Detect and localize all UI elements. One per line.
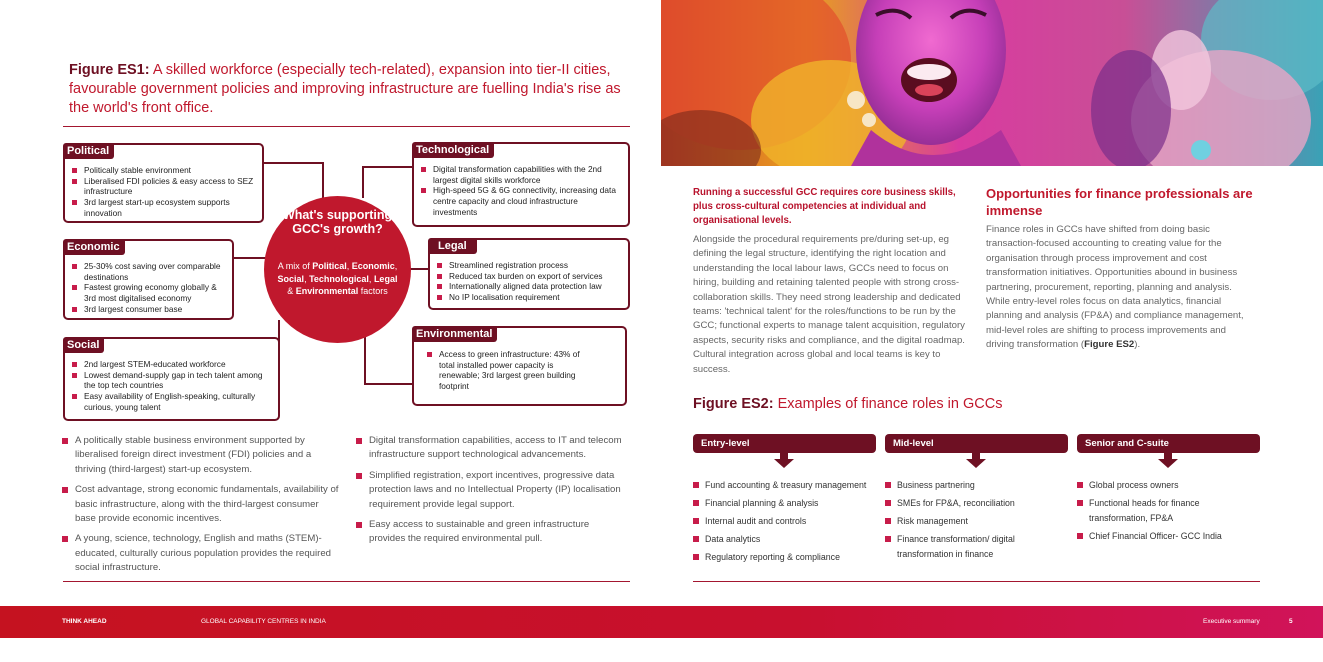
list-item: Reduced tax burden on export of services bbox=[436, 271, 622, 282]
political-list bbox=[71, 165, 256, 219]
figure-es1-title bbox=[69, 61, 629, 118]
list-item: Streamlined registration process bbox=[436, 260, 622, 271]
pestle-box-political bbox=[63, 143, 264, 223]
list-item: Regulatory reporting & compliance bbox=[693, 550, 876, 565]
section-heading-opportunities: Opportunities for finance professionals are immense bbox=[986, 186, 1253, 218]
connector-political bbox=[262, 162, 322, 164]
body-paragraph-gcc: Alongside the procedural requirements pre/during set-up, eg defining the legal structure, identifying the right location and understanding the local labour laws, GCCs need to focus on hiring, building and retaining talented people with strong cross-collaboration skills. They need strong leadership and dedicated teams: 'technical talent' for the roles/functions to be run by the GCC; functional experts to manage talent acquisition, regulatory aspects, security risks and compliance, and the digital roadmap. Cultural integration across global and local teams is key to success. bbox=[693, 234, 965, 375]
arrow-down-icon bbox=[774, 459, 794, 468]
list-item: Cost advantage, strong economic fundamentals, availability of basic infrastructure, along with the third-largest consumer base provide economic incentives. bbox=[62, 483, 340, 526]
pestle-box-technological bbox=[412, 142, 630, 227]
pestle-tag-environmental: Environmental bbox=[412, 326, 497, 342]
list-item: Financial planning & analysis bbox=[693, 496, 876, 511]
role-heading-mid: Mid-level bbox=[885, 434, 1068, 453]
center-heading: What's supporting GCC's growth? bbox=[282, 208, 393, 236]
list-item: A politically stable business environment supported by liberalised foreign direct investment (FDI) policies and a thriving (third-largest) start-up ecosystem. bbox=[62, 434, 340, 477]
connector-economic bbox=[232, 257, 266, 259]
connector-legal bbox=[408, 268, 428, 270]
figure-ref: Figure ES2 bbox=[1084, 339, 1135, 351]
center-term-technological: Technological bbox=[309, 273, 369, 284]
footer-bar bbox=[0, 606, 1323, 638]
list-item: 3rd largest start-up ecosystem supports innovation bbox=[71, 197, 256, 218]
environmental-list bbox=[426, 349, 595, 392]
role-column-entry bbox=[693, 434, 876, 568]
divider-bottom-left bbox=[63, 581, 630, 582]
pestle-box-economic bbox=[63, 239, 234, 320]
figure-es1-caption: A skilled workforce (especially tech-related), expansion into tier-II cities, favourable government policies and improving infrastructure are fuelling India's rise as the world's front office. bbox=[69, 62, 621, 116]
list-item: 25-30% cost saving over comparable destinations bbox=[71, 261, 226, 282]
connector-env-v bbox=[364, 330, 366, 384]
connector-tech-v bbox=[362, 166, 364, 198]
footer-brand: THINK AHEAD bbox=[62, 618, 107, 625]
list-item: SMEs for FP&A, reconciliation bbox=[885, 496, 1068, 511]
role-column-senior bbox=[1077, 434, 1260, 547]
center-term-legal: Legal bbox=[373, 273, 398, 284]
center-term-social: Social bbox=[277, 273, 305, 284]
role-heading-senior: Senior and C-suite bbox=[1077, 434, 1260, 453]
arrow-down-icon bbox=[966, 459, 986, 468]
list-item: Easy access to sustainable and green infrastructure provides the required environmental pull. bbox=[356, 518, 626, 547]
list-item: Easy availability of English-speaking, culturally curious, young talent bbox=[71, 391, 272, 412]
legal-list bbox=[436, 260, 622, 303]
pestle-tag-political: Political bbox=[63, 143, 114, 159]
list-item: 2nd largest STEM-educated workforce bbox=[71, 359, 272, 370]
figure-es2-title bbox=[693, 396, 1002, 412]
footer-publication: GLOBAL CAPABILITY CENTRES IN INDIA bbox=[201, 618, 326, 625]
arrow-down-icon bbox=[1158, 459, 1178, 468]
center-term-environmental: Environmental bbox=[295, 286, 359, 296]
list-item: 3rd largest consumer base bbox=[71, 304, 226, 315]
role-heading-entry: Entry-level bbox=[693, 434, 876, 453]
list-item: Liberalised FDI policies & easy access to SEZ infrastructure bbox=[71, 176, 256, 197]
list-item: Fastest growing economy globally & 3rd most digitalised economy bbox=[71, 282, 226, 303]
pestle-box-social bbox=[63, 337, 280, 421]
pestle-tag-social: Social bbox=[63, 337, 104, 353]
social-list bbox=[71, 359, 272, 413]
pestle-box-environmental bbox=[412, 326, 627, 406]
summary-list-left bbox=[62, 434, 340, 582]
footer-page-number: 5 bbox=[1289, 618, 1293, 625]
role-list-mid bbox=[885, 478, 1068, 562]
lead-paragraph: Running a successful GCC requires core business skills, plus cross-cultural competencies at individual and organisational levels. bbox=[693, 187, 956, 226]
divider-bottom-right bbox=[693, 581, 1260, 582]
photo-illustration bbox=[661, 0, 1323, 166]
figure-es2-label: Figure ES2: bbox=[693, 396, 774, 412]
list-item: Finance transformation/ digital transformation in finance bbox=[885, 532, 1068, 562]
divider-top bbox=[63, 126, 630, 127]
list-item: Digital transformation capabilities, access to IT and telecom infrastructure support technological advancements. bbox=[356, 434, 626, 463]
list-item: Internationally aligned data protection law bbox=[436, 281, 622, 292]
center-term-political: Political bbox=[312, 261, 347, 271]
connector-env-h bbox=[364, 383, 414, 385]
technological-list bbox=[420, 164, 622, 218]
role-list-senior bbox=[1077, 478, 1260, 544]
list-item: Lowest demand-supply gap in tech talent among the top tech countries bbox=[71, 370, 272, 391]
paren-open: ( bbox=[1080, 339, 1085, 351]
pestle-box-legal bbox=[428, 238, 630, 310]
list-item: Fund accounting & treasury management bbox=[693, 478, 876, 493]
center-mix: A mix of bbox=[277, 261, 310, 271]
list-item: A young, science, technology, English and maths (STEM)-educated, culturally curious population provides the required social infrastructure. bbox=[62, 532, 340, 575]
list-item: Data analytics bbox=[693, 532, 876, 547]
pestle-tag-economic: Economic bbox=[63, 239, 125, 255]
center-factors: factors bbox=[360, 286, 388, 296]
connector-political-v bbox=[322, 162, 324, 198]
role-list-entry bbox=[693, 478, 876, 565]
list-item: No IP localisation requirement bbox=[436, 292, 622, 303]
summary-list-right bbox=[356, 434, 626, 553]
connector-tech bbox=[362, 166, 414, 168]
pestle-tag-technological: Technological bbox=[412, 142, 494, 158]
finance-text: Finance roles in GCCs have shifted from doing basic transaction-focused accounting to creating value for the organisation through process improvement and cost transformation initiatives. Opportunities abound in business partnering, procurement, reporting, planning and analysis. While entry-level roles focus on data analytics, financial planning and analysis (FP&A) and compliance management, mid-level roles are shifting to process improvements and driving transformation bbox=[986, 224, 1244, 351]
list-item: Access to green infrastructure: 43% of total installed power capacity is renewable; 3rd largest green building footprint bbox=[426, 349, 595, 392]
pestle-tag-legal: Legal bbox=[428, 238, 477, 254]
list-item: Business partnering bbox=[885, 478, 1068, 493]
list-item: Digital transformation capabilities with the 2nd largest digital skills workforce bbox=[420, 164, 622, 185]
center-circle bbox=[264, 196, 411, 343]
role-column-mid bbox=[885, 434, 1068, 565]
list-item: Risk management bbox=[885, 514, 1068, 529]
paren-close: ). bbox=[1134, 339, 1141, 351]
list-item: Simplified registration, export incentives, progressive data protection laws and no Intellectual Property (IP) localisation requirement provide legal support. bbox=[356, 469, 626, 512]
body-paragraph-finance bbox=[986, 223, 1254, 353]
figure-es2-caption: Examples of finance roles in GCCs bbox=[777, 396, 1003, 412]
center-subtext: A mix of Political, Economic, Social, Technological, Legal & Environmental factors bbox=[277, 261, 398, 296]
center-amp: & bbox=[287, 286, 294, 296]
list-item: Internal audit and controls bbox=[693, 514, 876, 529]
center-term-economic: Economic bbox=[351, 261, 395, 271]
list-item: Global process owners bbox=[1077, 478, 1260, 493]
figure-es1-label: Figure ES1: bbox=[69, 62, 150, 78]
economic-list bbox=[71, 261, 226, 315]
list-item: Politically stable environment bbox=[71, 165, 256, 176]
hero-photo-holi-celebration bbox=[661, 0, 1323, 166]
list-item: Chief Financial Officer- GCC India bbox=[1077, 529, 1260, 544]
list-item: High-speed 5G & 6G connectivity, increasing data centre capacity and cloud infrastructure investments bbox=[420, 185, 622, 217]
list-item: Functional heads for finance transformation, FP&A bbox=[1077, 496, 1260, 526]
footer-section: Executive summary bbox=[1203, 618, 1260, 625]
